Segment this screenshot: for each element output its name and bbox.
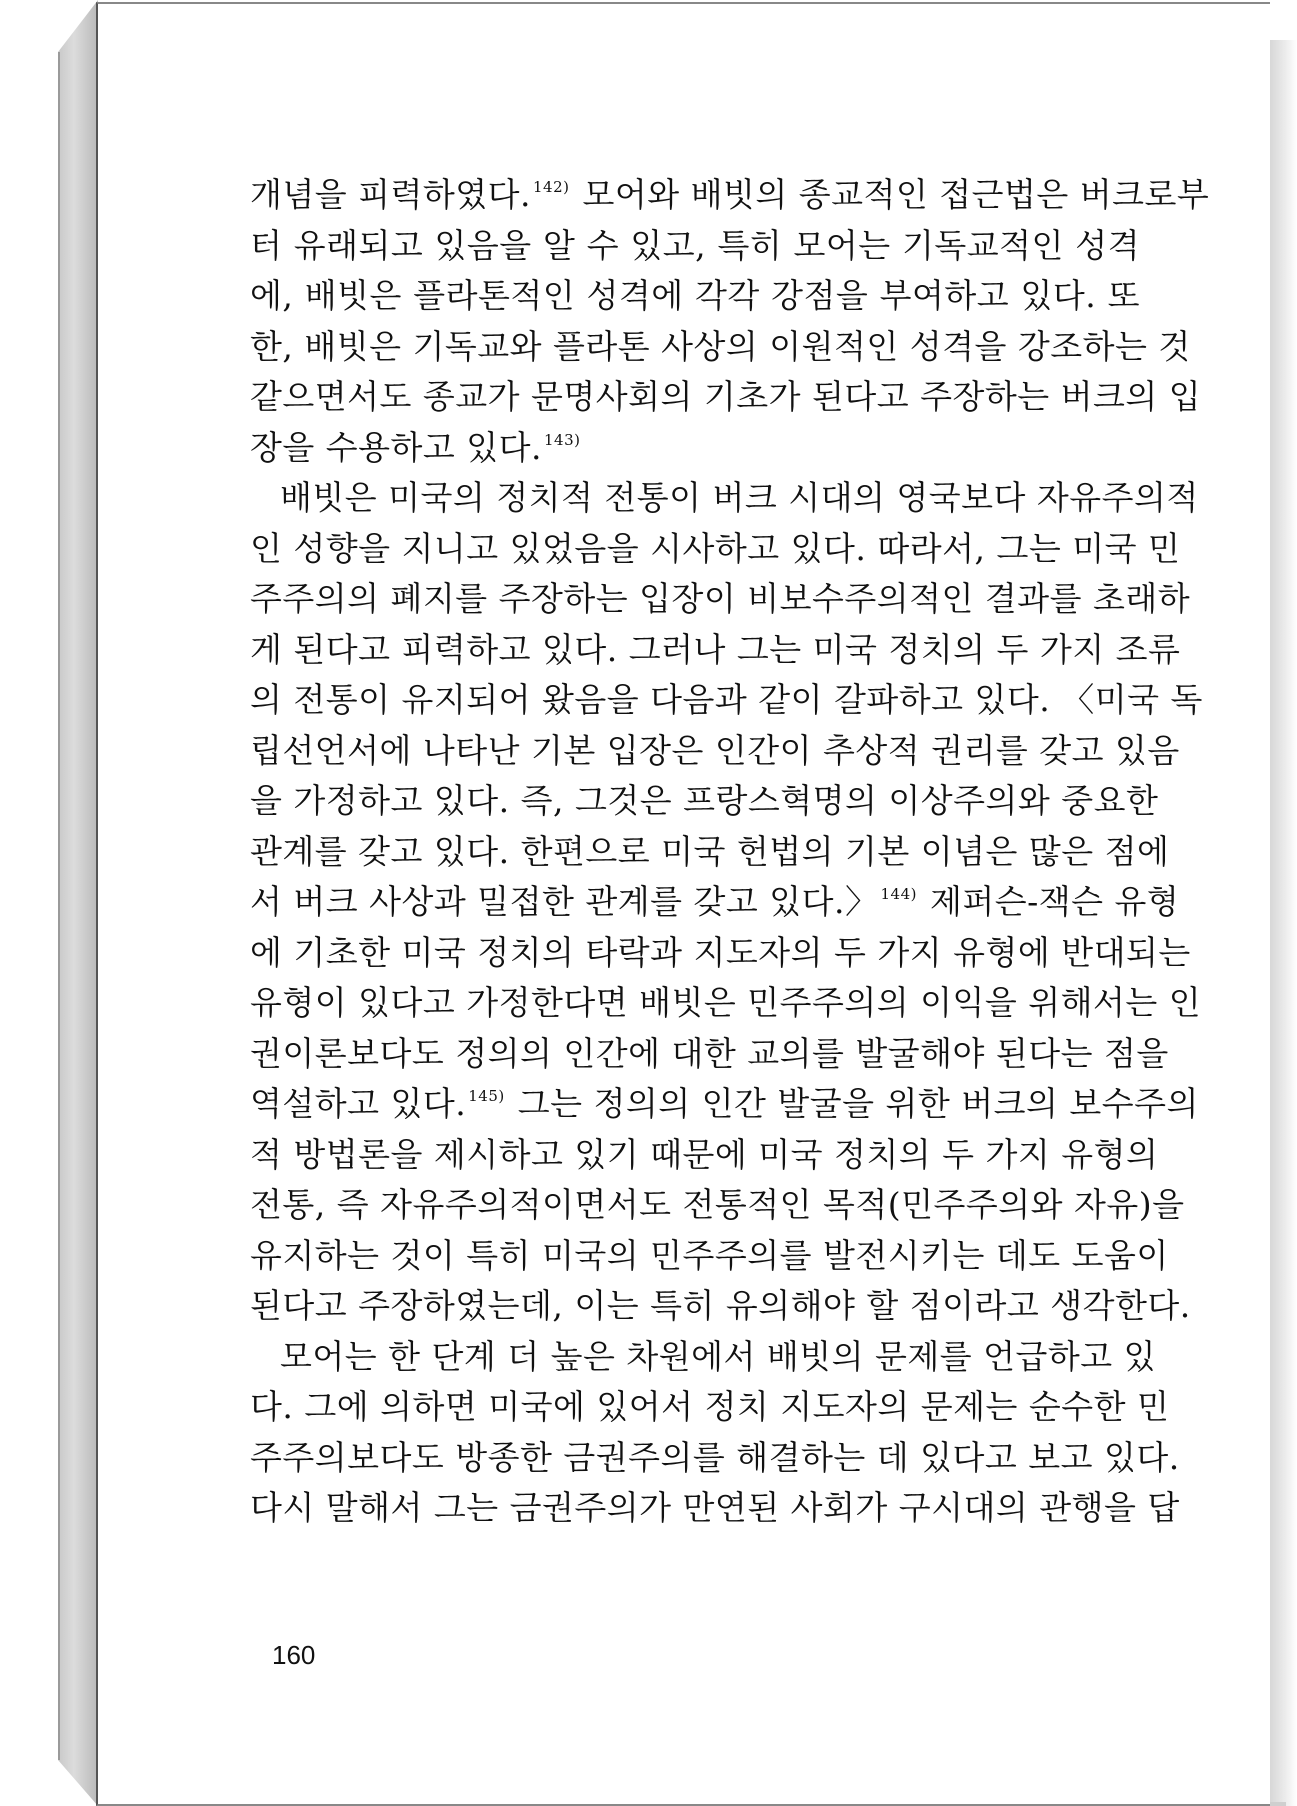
text-run: 터 유래되고 있음을 알 수 있고, 특히 모어는 기독교적인 성격 (250, 225, 1140, 265)
text-run: 립선언서에 나타난 기본 입장은 인간이 추상적 권리를 갖고 있음 (250, 730, 1180, 770)
text-line (250, 675, 1203, 726)
text-line (250, 1382, 1170, 1433)
text-line (250, 322, 1191, 373)
text-line (250, 726, 1180, 777)
text-line (250, 625, 1181, 676)
text-run: 에 기초한 미국 정치의 타락과 지도자의 두 가지 유형에 반대되는 (250, 932, 1191, 972)
footnote-marker: 142) (533, 178, 570, 196)
text-line (250, 1231, 1169, 1282)
text-run: 관계를 갖고 있다. 한편으로 미국 헌법의 기본 이념은 많은 점에 (250, 831, 1170, 871)
text-line (250, 221, 1140, 272)
text-line (250, 271, 1140, 322)
text-line (250, 1029, 1169, 1080)
text-line (250, 574, 1191, 625)
body-text (250, 170, 1210, 1534)
text-run: 서 버크 사상과 밀접한 관계를 갖고 있다.〉 (250, 882, 879, 921)
text-run: 개념을 피력하였다. (250, 175, 532, 214)
text-line (250, 1130, 1159, 1181)
text-run: 모어와 배빗의 종교적인 접근법은 버크로부 (571, 175, 1210, 214)
text-line (250, 1079, 1199, 1130)
text-run: 전통, 즉 자유주의적이면서도 전통적인 목적(민주주의와 자유)을 (250, 1185, 1185, 1224)
text-line (250, 776, 1159, 827)
text-run: 의 전통이 유지되어 왔음을 다음과 같이 갈파하고 있다. 〈미국 독 (250, 680, 1203, 719)
text-run: 같으면서도 종교가 문명사회의 기초가 된다고 주장하는 버크의 입 (250, 377, 1202, 416)
text-line (250, 423, 1140, 474)
text-line (250, 877, 1180, 928)
text-run: 모어는 한 단계 더 높은 차원에서 배빗의 문제를 언급하고 있 (280, 1336, 1156, 1376)
text-run: 유지하는 것이 특히 미국의 민주주의를 발전시키는 데도 도움이 (250, 1235, 1169, 1275)
text-run: 게 된다고 피력하고 있다. 그러나 그는 미국 정치의 두 가지 조류 (250, 629, 1181, 669)
book-spine (58, 0, 98, 1806)
text-line (250, 372, 1202, 423)
text-line (250, 1433, 1180, 1484)
text-run: 장을 수용하고 있다. (250, 427, 542, 467)
text-run: 유형이 있다고 가정한다면 배빗은 민주주의의 이익을 위해서는 인 (250, 983, 1202, 1022)
text-line (250, 978, 1202, 1029)
text-run: 주주의의 폐지를 주장하는 입장이 비보수주의적인 결과를 초래하 (250, 579, 1191, 618)
text-run: 다시 말해서 그는 금권주의가 만연된 사회가 구시대의 관행을 답 (250, 1488, 1180, 1527)
text-run: 권이론보다도 정의의 인간에 대한 교의를 발굴해야 된다는 점을 (250, 1033, 1169, 1073)
text-run: 된다고 주장하였는데, 이는 특히 유의해야 할 점이라고 생각한다. (250, 1286, 1191, 1325)
text-run: 배빗은 미국의 정치적 전통이 버크 시대의 영국보다 자유주의적 (280, 478, 1199, 517)
text-line (250, 827, 1170, 878)
text-run: 적 방법론을 제시하고 있기 때문에 미국 정치의 두 가지 유형의 (250, 1134, 1159, 1174)
text-run: 제퍼슨-잭슨 유형 (918, 882, 1180, 921)
text-line (250, 1332, 1156, 1383)
text-run: 다. 그에 의하면 미국에 있어서 정치 지도자의 문제는 순수한 민 (250, 1387, 1170, 1426)
footnote-marker: 145) (468, 1087, 505, 1105)
book-spine-edge (58, 52, 60, 1760)
text-line (250, 1483, 1180, 1534)
text-run: 을 가정하고 있다. 즉, 그것은 프랑스혁명의 이상주의와 중요한 (250, 781, 1159, 820)
text-run: 한, 배빗은 기독교와 플라톤 사상의 이원적인 성격을 강조하는 것 (250, 326, 1191, 366)
text-line (250, 473, 1199, 524)
text-run: 주주의보다도 방종한 금권주의를 해결하는 데 있다고 보고 있다. (250, 1437, 1180, 1477)
page-number: 160 (272, 1640, 316, 1670)
text-line (250, 170, 1210, 221)
text-line (250, 928, 1191, 979)
text-run: 그는 정의의 인간 발굴을 위한 버크의 보수주의 (506, 1084, 1199, 1123)
text-line (250, 1281, 1191, 1332)
footnote-marker: 144) (880, 885, 917, 903)
page-shadow (1268, 40, 1297, 1806)
text-line (250, 524, 1181, 575)
text-run: 역설하고 있다. (250, 1084, 467, 1123)
text-line (250, 1180, 1185, 1231)
footnote-marker: 143) (544, 430, 581, 449)
text-run: 에, 배빗은 플라톤적인 성격에 각각 강점을 부여하고 있다. 또 (250, 276, 1140, 315)
text-run: 인 성향을 지니고 있었음을 시사하고 있다. 따라서, 그는 미국 민 (250, 528, 1181, 568)
